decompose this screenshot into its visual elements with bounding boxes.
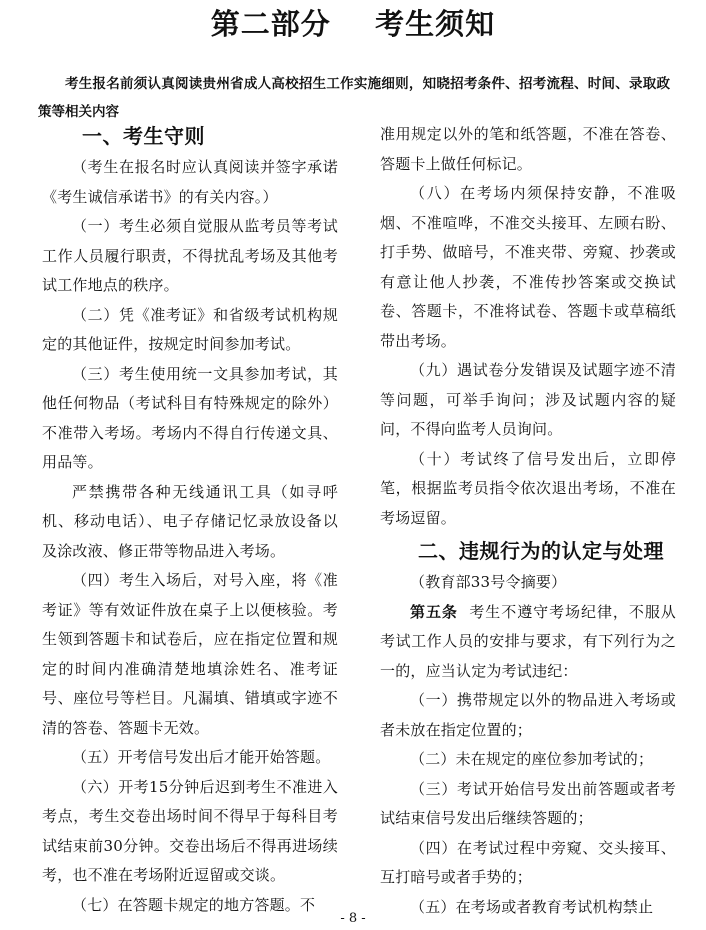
article-paragraph xyxy=(380,598,676,687)
section-heading-violations: 二、违规行为的认定与处理 xyxy=(418,539,664,563)
rule-item: （四）考生入场后，对号入座，将《准考证》等有效证件放在桌子上以便核验。考生领到答题卡和试卷后，应在指定位置和规定的时间内准确清楚地填涂姓名、准考证号、座位号等栏目。凡漏填、错填或字迹不清的答卷、答题卡无效。 xyxy=(42,571,338,737)
page-number: - 8 - xyxy=(340,911,366,926)
violation-item: （三）考试开始信号发出前答题或者考试结束信号发出后继续答题的； xyxy=(380,779,676,827)
right-column xyxy=(380,120,676,922)
violation-item: （一）携带规定以外的物品进入考场或者未放在指定位置的； xyxy=(380,691,676,739)
rule-item: （一）考生必须自觉服从监考员等考试工作人员履行职责，不得扰乱考场及其他考试工作地点的秩序。 xyxy=(42,217,338,294)
section-source: （教育部33号令摘要） xyxy=(410,573,567,591)
rule-item: 严禁携带各种无线通讯工具（如寻呼机、移动电话）、电子存储记忆录放设备以及涂改液、修正带等物品进入考场。 xyxy=(42,482,338,560)
page-title: 第二部分 考生须知 xyxy=(210,7,496,41)
section-heading-rules: 一、考生守则 xyxy=(82,124,205,148)
rule-item: （六）开考15分钟后迟到考生不准进入考点，考生交卷出场时间不得早于每科目考试结束前30分钟。交卷出场后不得再进场续考，也不准在考场附近逗留或交谈。 xyxy=(42,777,338,884)
rule-item: （九）遇试卷分发错误及试题字迹不清等问题，可举手询问；涉及试题内容的疑问，不得向监考人员询问。 xyxy=(380,361,676,438)
violation-item: （二）未在规定的座位参加考试的； xyxy=(410,750,654,768)
rule-item-continued: 准用规定以外的笔和纸答题，不准在答卷、答题卡上做任何标记。 xyxy=(380,125,676,173)
rule-item: （七）在答题卡规定的地方答题。不 xyxy=(72,895,316,914)
rules-note: （考生在报名时应认真阅读并签字承诺《考生诚信承诺书》的有关内容。） xyxy=(42,158,338,206)
intro-paragraph: 考生报名前须认真阅读贵州省成人高校招生工作实施细则，知晓招考条件、招考流程、时间、录取政策等相关内容 xyxy=(38,76,670,120)
article-label: 第五条 xyxy=(410,602,458,621)
article-text: 考生不遵守考场纪律，不服从考试工作人员的安排与要求，有下列行为之一的，应当认定为考试违纪： xyxy=(380,602,676,680)
rule-item: （三）考生使用统一文具参加考试，其他任何物品（考试科目有特殊规定的除外）不准带入考场。考场内不得自行传递文具、用品等。 xyxy=(42,364,338,471)
violation-item: （五）在考场或者教育考试机构禁止 xyxy=(410,897,654,916)
rule-item: （十）考试终了信号发出后，立即停笔，根据监考员指令依次退出考场，不准在考场逗留。 xyxy=(380,449,676,527)
violation-item: （四）在考试过程中旁窥、交头接耳、互打暗号或者手势的； xyxy=(380,838,676,886)
rule-item: （八）在考场内须保持安静，不准吸烟、不准喧哗，不准交头接耳、左顾右盼、打手势、做暗号，不准夹带、旁窥、抄袭或有意让他人抄袭，不准传抄答案或交换试卷、答题卡，不准将试卷、答题卡或草稿纸带出考场。 xyxy=(380,184,676,350)
left-column xyxy=(42,120,338,920)
rule-item: （二）凭《准考证》和省级考试机构规定的其他证件，按规定时间参加考试。 xyxy=(42,305,338,353)
rule-item: （五）开考信号发出后才能开始答题。 xyxy=(72,748,331,766)
